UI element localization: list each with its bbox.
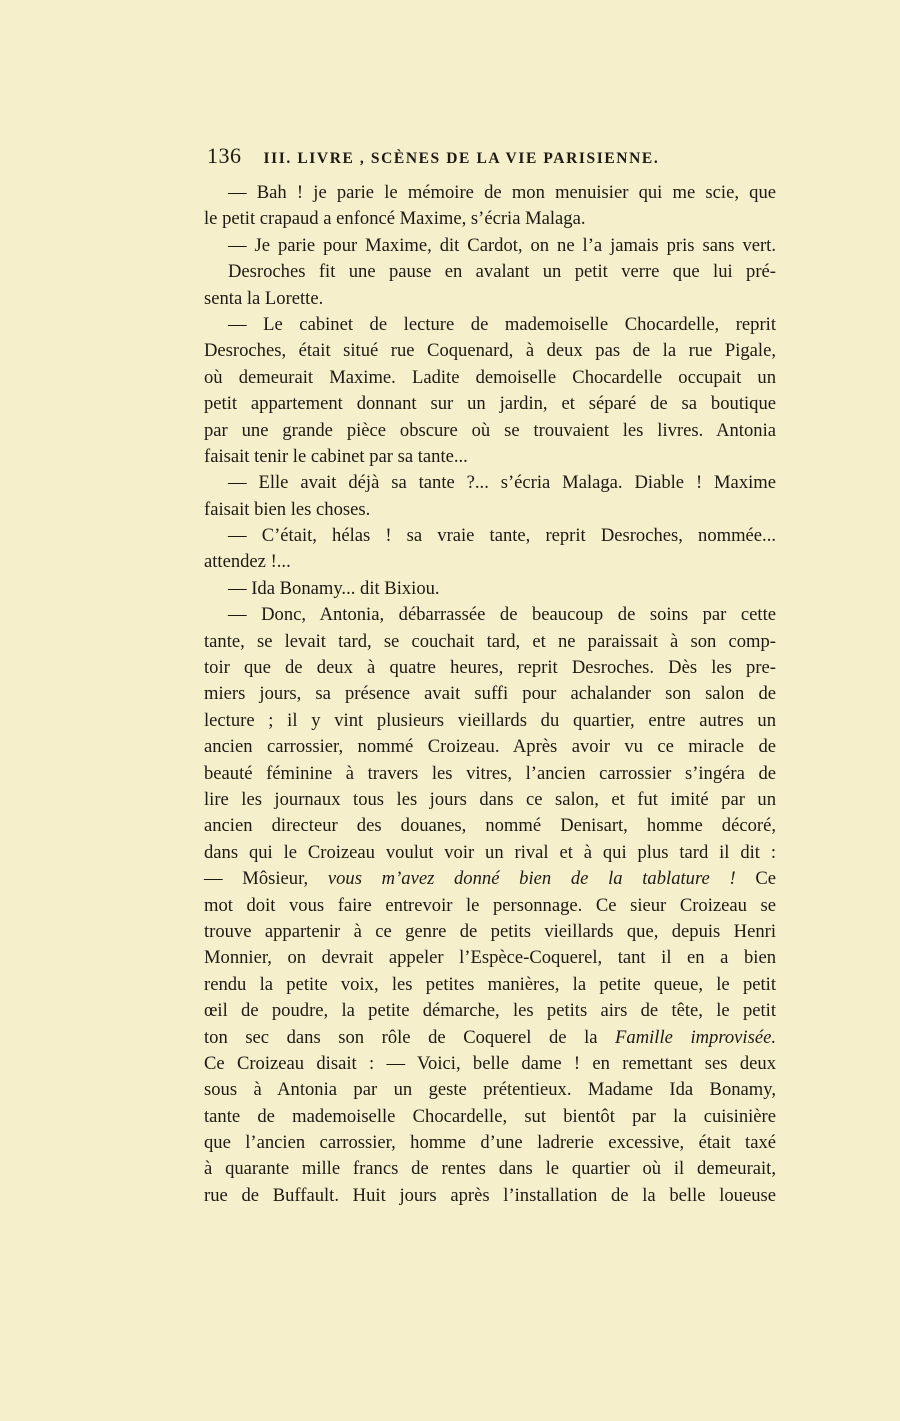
text-line bbox=[204, 1025, 776, 1051]
line-text: attendez !... bbox=[204, 551, 291, 573]
text-line bbox=[204, 576, 776, 602]
text-line bbox=[204, 391, 776, 417]
line-text: toir que de deux à quatre heures, reprit Desroches. Dès les pre- bbox=[204, 657, 776, 679]
line-text: beauté féminine à travers les vitres, l’ancien carrossier s’ingéra de bbox=[204, 762, 776, 784]
line-text: par une grande pièce obscure où se trouvaient les livres. Antonia bbox=[204, 419, 776, 441]
line-text-after: Ce bbox=[735, 868, 776, 890]
line-text: Desroches fit une pause en avalant un petit verre que lui pré- bbox=[228, 261, 776, 283]
line-text: ancien directeur des douanes, nommé Denisart, homme décoré, bbox=[204, 815, 776, 837]
text-line bbox=[204, 233, 776, 259]
text-line bbox=[204, 1077, 776, 1103]
text-line bbox=[204, 549, 776, 575]
running-header bbox=[207, 143, 777, 169]
line-text: — Je parie pour Maxime, dit Cardot, on ne l’a jamais pris sans vert. bbox=[228, 234, 776, 256]
page-number: 136 bbox=[207, 143, 242, 168]
text-line bbox=[204, 866, 776, 892]
text-line bbox=[204, 497, 776, 523]
line-text: rue de Buffault. Huit jours après l’installation de la belle loueuse bbox=[204, 1184, 776, 1206]
text-line bbox=[204, 1104, 776, 1130]
line-text: à quarante mille francs de rentes dans le quartier où il demeurait, bbox=[204, 1158, 776, 1180]
text-line bbox=[204, 312, 776, 338]
text-line bbox=[204, 1051, 776, 1077]
text-line bbox=[204, 655, 776, 681]
text-line bbox=[204, 180, 776, 206]
line-text: œil de poudre, la petite démarche, les petits airs de tête, le petit bbox=[204, 1000, 776, 1022]
text-line bbox=[204, 1130, 776, 1156]
text-line bbox=[204, 972, 776, 998]
line-text: Ce Croizeau disait : — Voici, belle dame ! en remettant ses deux bbox=[204, 1052, 776, 1074]
line-text: faisait tenir le cabinet par sa tante... bbox=[204, 445, 468, 467]
line-text: — Bah ! je parie le mémoire de mon menuisier qui me scie, que bbox=[228, 182, 776, 203]
text-line bbox=[204, 998, 776, 1024]
text-line bbox=[204, 708, 776, 734]
line-text: — Donc, Antonia, débarrassée de beaucoup de soins par cette bbox=[228, 604, 776, 626]
line-text: tante, se levait tard, se couchait tard, et ne paraissait à son comp- bbox=[204, 630, 776, 652]
text-line bbox=[204, 629, 776, 655]
line-text: que l’ancien carrossier, homme d’une ladrerie excessive, était taxé bbox=[204, 1132, 776, 1154]
line-text: faisait bien les choses. bbox=[204, 498, 371, 520]
text-line bbox=[204, 1156, 776, 1182]
line-text: Monnier, on devrait appeler l’Espèce-Coquerel, tant il en a bien bbox=[204, 947, 776, 969]
line-text: où demeurait Maxime. Ladite demoiselle Chocardelle occupait un bbox=[204, 366, 776, 388]
text-line bbox=[204, 1183, 776, 1209]
line-text: — Le cabinet de lecture de mademoiselle Chocardelle, reprit bbox=[228, 313, 776, 335]
line-text: lecture ; il y vint plusieurs vieillards du quartier, entre autres un bbox=[204, 709, 776, 731]
text-line bbox=[204, 206, 776, 232]
text-line bbox=[204, 761, 776, 787]
text-line bbox=[204, 840, 776, 866]
text-line bbox=[204, 681, 776, 707]
text-line bbox=[204, 919, 776, 945]
line-italic-text: vous m’avez donné bien de la tablature ! bbox=[327, 868, 736, 890]
line-text: dans qui le Croizeau voulut voir un rival et à qui plus tard il dit : bbox=[204, 841, 776, 863]
line-text: — Môsieur, bbox=[204, 868, 328, 890]
line-text: ancien carrossier, nommé Croizeau. Après avoir vu ce miracle de bbox=[204, 736, 776, 758]
line-italic-text: Famille improvisée. bbox=[615, 1026, 776, 1048]
line-text: — Ida Bonamy... dit Bixiou. bbox=[228, 577, 440, 599]
text-line bbox=[204, 945, 776, 971]
line-text: Desroches, était situé rue Coquenard, à deux pas de la rue Pigale, bbox=[204, 340, 776, 362]
line-text: le petit crapaud a enfoncé Maxime, s’écria Malaga. bbox=[204, 208, 586, 230]
line-text: ton sec dans son rôle de Coquerel de la bbox=[204, 1026, 616, 1048]
line-text: — C’était, hélas ! sa vraie tante, reprit Desroches, nommée... bbox=[228, 525, 776, 547]
text-line bbox=[204, 813, 776, 839]
line-text: senta la Lorette. bbox=[204, 287, 324, 309]
line-text: tante de mademoiselle Chocardelle, sut bientôt par la cuisinière bbox=[204, 1105, 776, 1127]
text-line bbox=[204, 734, 776, 760]
text-line bbox=[204, 893, 776, 919]
text-line bbox=[204, 470, 776, 496]
text-line bbox=[204, 787, 776, 813]
line-text: rendu la petite voix, les petites manières, la petite queue, le petit bbox=[204, 973, 776, 995]
line-text: miers jours, sa présence avait suffi pour achalander son salon de bbox=[204, 683, 776, 705]
text-line bbox=[204, 259, 776, 285]
text-line bbox=[204, 418, 776, 444]
text-line bbox=[204, 444, 776, 470]
line-text: lire les journaux tous les jours dans ce salon, et fut imité par un bbox=[204, 788, 776, 810]
line-text: trouve appartenir à ce genre de petits vieillards que, depuis Henri bbox=[204, 920, 776, 942]
text-line bbox=[204, 523, 776, 549]
running-title: III. LIVRE , SCÈNES DE LA VIE PARISIENNE. bbox=[263, 150, 660, 167]
line-text: sous à Antonia par un geste prétentieux. Madame Ida Bonamy, bbox=[204, 1079, 776, 1101]
text-line bbox=[204, 365, 776, 391]
line-text: — Elle avait déjà sa tante ?... s’écria Malaga. Diable ! Maxime bbox=[228, 472, 776, 494]
line-text: mot doit vous faire entrevoir le personnage. Ce sieur Croizeau se bbox=[204, 894, 776, 916]
text-line bbox=[204, 286, 776, 312]
text-line bbox=[204, 338, 776, 364]
text-line bbox=[204, 602, 776, 628]
line-text: petit appartement donnant sur un jardin, et séparé de sa boutique bbox=[204, 393, 776, 415]
body-text bbox=[204, 180, 776, 1209]
